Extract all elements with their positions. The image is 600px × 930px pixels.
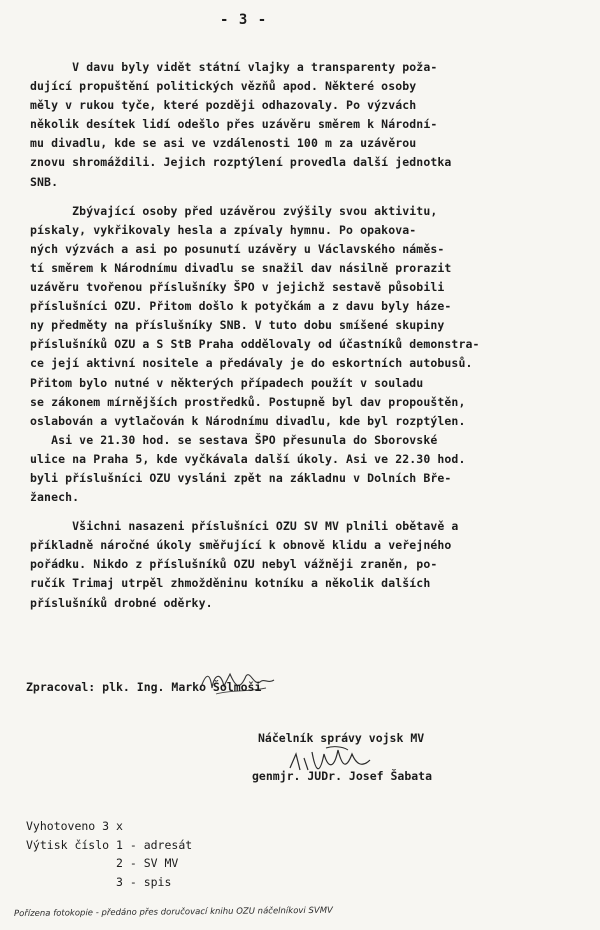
- text-line: tí směrem k Národnímu divadlu se snažil dav násilně prorazit: [30, 260, 452, 275]
- page-number: - 3 -: [220, 12, 268, 28]
- text-line: se zákonem mírnějších prostředků. Postupně byl dav propouštěn,: [30, 394, 466, 409]
- paragraph-1: [30, 58, 582, 192]
- text-line: Asi ve 21.30 hod. se sestava ŠPO přesunula do Sborovské: [30, 432, 438, 447]
- report-body: [30, 58, 582, 623]
- text-line: ručík Trimaj utrpěl zhmožděninu kotníku a několik dalších: [30, 576, 431, 591]
- text-line: pořádku. Nikdo z příslušníků OZU nebyl vážněji zraněn, po-: [30, 557, 438, 572]
- text-line: oslabován a vytlačován k Národnímu divadlu, kde byl rozptýlen.: [30, 413, 466, 428]
- text-line: ce její aktivní nositele a předávaly je do eskortních autobusů.: [30, 356, 473, 371]
- text-line: příslušníků OZU a S StB Praha oddělovaly od účastníků demonstra-: [30, 337, 480, 352]
- text-line: ulice na Praha 5, kde vyčkávala další úkoly. Asi ve 22.30 hod.: [30, 451, 466, 466]
- text-line: V davu byly vidět státní vlajky a transparenty poža-: [30, 60, 438, 74]
- text-line: příslušníci OZU. Přitom došlo k potyčkám a z davu byly háze-: [30, 299, 452, 314]
- text-line: dující propuštění politických vězňů apod. Některé osoby: [30, 79, 417, 94]
- copies-distribution: [26, 817, 192, 891]
- text-line: žanech.: [30, 490, 80, 505]
- text-line: uzávěru tvořenou příslušníky ŠPO v jejichž sestavě působili: [30, 280, 445, 295]
- text-line: byli příslušníci OZU vysláni zpět na základnu v Dolních Bře-: [30, 470, 452, 485]
- text-line: příkladně náročné úkoly směřující k obnově klidu a veřejného: [30, 538, 452, 553]
- signature-title: Náčelník správy vojsk MV: [258, 731, 425, 745]
- text-line: mu divadlu, kde se asi ve vzdálenosti 100 m za uzávěrou: [30, 136, 417, 151]
- text-line: ných výzvách a asi po posunutí uzávěry u Václavského náměs-: [30, 241, 445, 256]
- text-line: znovu shromáždili. Jejich rozptýlení provedla další jednotka: [30, 155, 452, 170]
- prepared-by: Zpracoval: plk. Ing. Marko Šolmoši: [26, 680, 262, 694]
- text-line: ny předměty na příslušníky SNB. V tuto dobu smíšené skupiny: [30, 318, 445, 333]
- copies-line: Vyhotoveno 3 x: [26, 819, 123, 833]
- signature-name: genmjr. JUDr. Josef Šabata: [252, 769, 433, 783]
- text-line: SNB.: [30, 174, 59, 189]
- text-line: pískaly, vykřikovaly hesla a zpívaly hymnu. Po opakova-: [30, 222, 417, 237]
- copies-line: Výtisk číslo 1 - adresát: [26, 837, 193, 852]
- text-line: několik desítek lidí odešlo přes uzávěru směrem k Národní-: [30, 117, 438, 132]
- text-line: Zbývající osoby před uzávěrou zvýšily svou aktivitu,: [30, 203, 438, 218]
- text-line: Všichni nasazeni příslušníci OZU SV MV plnili obětavě a: [30, 519, 459, 534]
- handwritten-note: Pořízena fotokopie - předáno přes doručovací knihu OZU náčelníkovi SVMV: [13, 905, 333, 920]
- text-line: měly v rukou tyče, které později odhazovaly. Po výzvách: [30, 98, 417, 113]
- copies-line: 2 - SV MV: [26, 856, 179, 870]
- paragraph-2: [30, 202, 582, 508]
- paragraph-3: [30, 517, 582, 612]
- text-line: Přitom bylo nutné v některých případech použít v souladu: [30, 375, 424, 390]
- text-line: příslušníků drobné oděrky.: [30, 595, 213, 610]
- copies-line: 3 - spis: [26, 874, 172, 889]
